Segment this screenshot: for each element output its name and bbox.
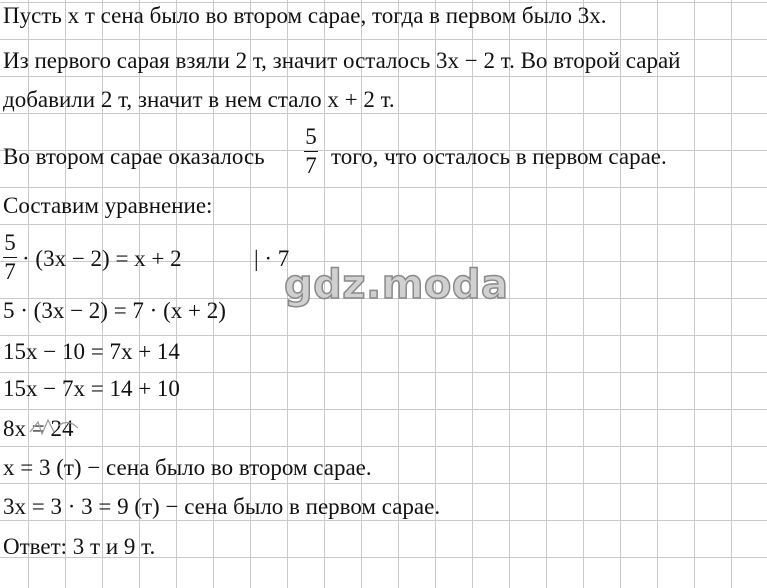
equation-multiplier: | · 7 xyxy=(254,246,290,271)
watermark: gdz.moda xyxy=(284,262,509,308)
text-line-1: Пусть x т сена было во втором сарае, тогда в первом было 3x. xyxy=(3,3,607,28)
equation-line-5: 8x = 24 xyxy=(3,416,74,441)
answer-line: Ответ: 3 т и 9 т. xyxy=(3,534,156,559)
fraction-numerator: 5 xyxy=(305,124,317,149)
equation-fraction-denominator: 7 xyxy=(4,259,16,284)
watermark-scribble-icon xyxy=(28,412,88,442)
text-line-7: 3x = 3 · 3 = 9 (т) − сена было в первом сарае. xyxy=(3,494,441,519)
text-line-4-end: того, что осталось в первом сарае. xyxy=(331,144,667,169)
equation-line-2: 5 · (3x − 2) = 7 · (x + 2) xyxy=(3,298,226,323)
fraction-bar xyxy=(304,151,318,152)
text-line-6: x = 3 (т) − сена было во втором сарае. xyxy=(3,455,372,480)
text-line-4-start: Во втором сарае оказалось xyxy=(3,144,265,169)
text-line-4 xyxy=(3,143,265,171)
equation-fraction xyxy=(3,232,17,283)
equation-fraction-bar xyxy=(3,257,17,258)
equation-line-1: · (3x − 2) = x + 2 xyxy=(22,246,182,271)
equation-line-4: 15x − 7x = 14 + 10 xyxy=(3,376,180,401)
text-line-2: Из первого сарая взяли 2 т, значит осталось 3x − 2 т. Во второй сарай xyxy=(3,48,681,73)
text-line-3: добавили 2 т, значит в нем стало x + 2 т. xyxy=(3,87,395,112)
equation-fraction-numerator: 5 xyxy=(4,230,16,255)
equation-line-3: 15x − 10 = 7x + 14 xyxy=(3,339,180,364)
fraction-inline xyxy=(304,126,318,177)
fraction-denominator: 7 xyxy=(305,153,317,178)
text-line-5: Составим уравнение: xyxy=(3,193,213,218)
